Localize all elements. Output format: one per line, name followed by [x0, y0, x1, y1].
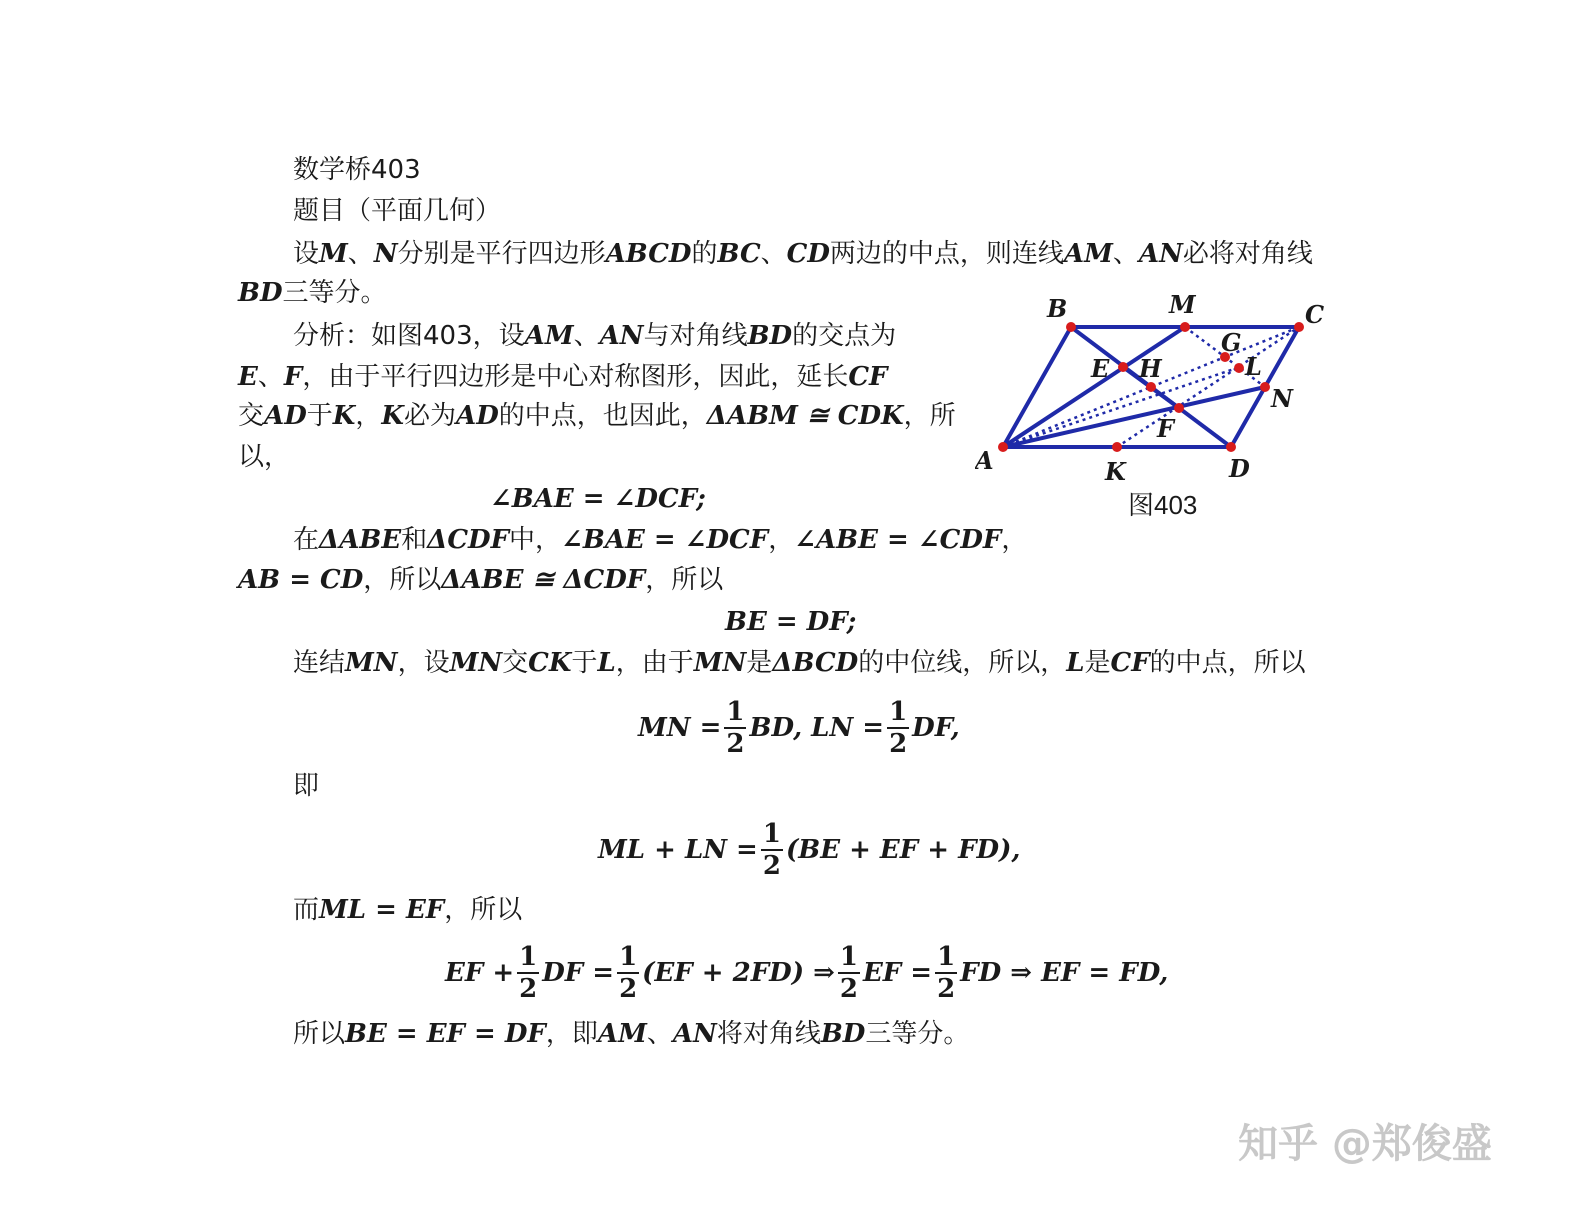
- point-label-h: H: [1139, 354, 1162, 383]
- problem-line-2: BD三等分。: [238, 278, 387, 308]
- point-label-m: M: [1169, 290, 1196, 319]
- analysis-line-7: 连结MN，设MN交CK于L，由于MN是ΔBCD的中位线，所以，L是CF的中点，所以: [293, 648, 1306, 678]
- point-label-d: D: [1229, 454, 1250, 483]
- analysis-line-5: 在ΔABE和ΔCDF中，∠BAE = ∠DCF，∠ABE = ∠CDF，: [293, 525, 1028, 555]
- point-label-b: B: [1047, 294, 1068, 323]
- equation-angle: ∠BAE = ∠DCF;: [490, 484, 706, 514]
- point-label-l: L: [1245, 352, 1262, 381]
- analysis-ji: 即: [293, 771, 320, 801]
- analysis-line-2: E、F，由于平行四边形是中心对称图形，因此，延长CF: [238, 362, 888, 392]
- analysis-line-4: 以，: [238, 442, 291, 472]
- analysis-line-3: 交AD于K，K必为AD的中点，也因此，ΔABM ≅ CDK，所: [238, 401, 956, 431]
- point-label-a: A: [975, 446, 994, 475]
- point-label-f: F: [1157, 414, 1175, 443]
- point-label-n: N: [1271, 384, 1293, 413]
- watermark: 知乎 @郑俊盛: [1238, 1121, 1492, 1167]
- analysis-line-6: AB = CD，所以ΔABE ≅ ΔCDF，所以: [238, 565, 724, 595]
- point-label-c: C: [1305, 300, 1325, 329]
- equation-midline: MN = $\frac{1}{2}$ BD, LN = $\frac{1}{2}$ DF,: [638, 697, 960, 759]
- section-subtitle: 题目（平面几何）: [293, 196, 502, 226]
- equation-conclusion: EF + $\frac{1}{2}$ DF = $\frac{1}{2}$ (EF + 2FD) ⇒ $\frac{1}{2}$ EF = $\frac{1}{2}$ FD ⇒ EF = FD,: [445, 942, 1169, 1004]
- equation-sum: ML + LN = $\frac{1}{2}$ (BE + EF + FD),: [598, 819, 1021, 881]
- point-label-e: E: [1091, 354, 1110, 383]
- analysis-line-9: 所以BE = EF = DF，即AM、AN将对角线BD三等分。: [293, 1019, 970, 1049]
- equation-be-df: BE = DF;: [725, 607, 857, 637]
- figure-caption: 图403: [1128, 490, 1198, 520]
- page-title: 数学桥403: [293, 155, 421, 185]
- point-label-g: G: [1221, 328, 1242, 357]
- analysis-line-8: 而ML = EF，所以: [293, 895, 523, 925]
- analysis-line-1: 分析：如图403，设AM、AN与对角线BD的交点为: [293, 321, 897, 351]
- problem-line-1: 设M、N分别是平行四边形ABCD的BC、CD两边的中点，则连线AM、AN必将对角线: [293, 239, 1313, 269]
- point-label-k: K: [1105, 457, 1126, 486]
